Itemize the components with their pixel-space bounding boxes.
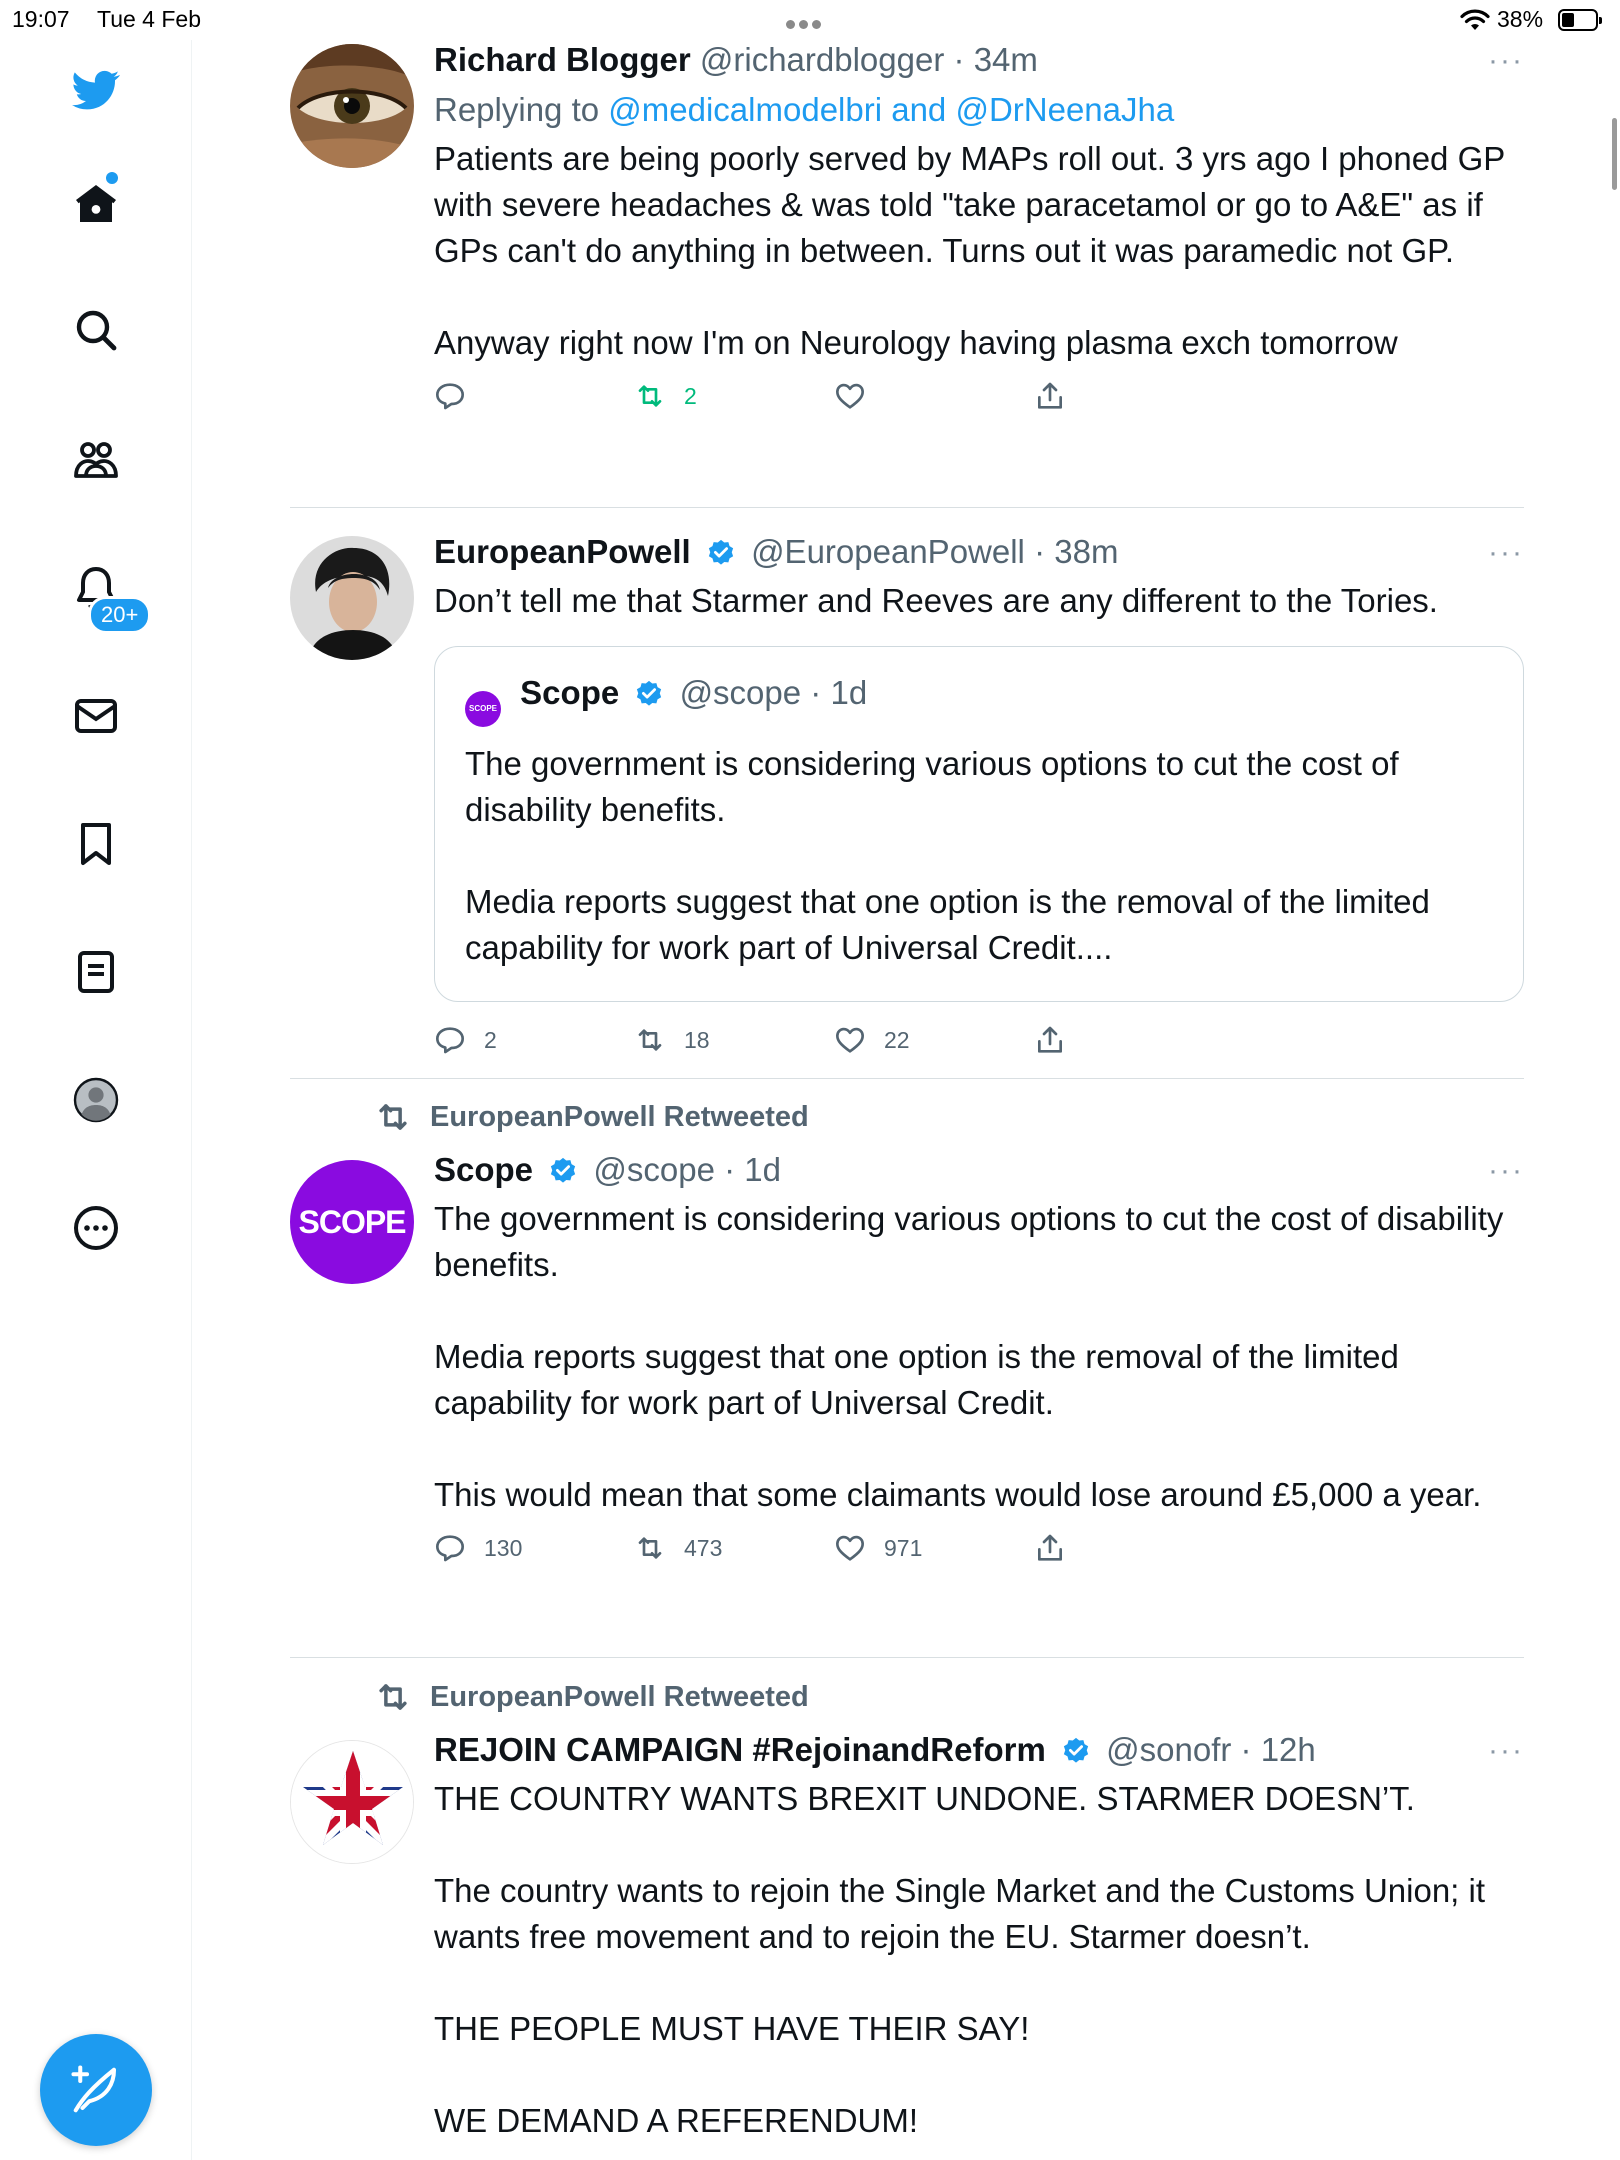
bookmark-icon [72, 820, 120, 868]
quote-author-name: Scope [520, 674, 620, 711]
tweet-header [434, 1730, 1514, 1770]
tweet-header [434, 1150, 1514, 1190]
author-name[interactable]: REJOIN CAMPAIGN #RejoinandReform [434, 1731, 1046, 1768]
author-name[interactable]: Scope [434, 1151, 534, 1188]
nav-lists[interactable] [60, 936, 132, 1008]
status-date: Tue 4 Feb [97, 6, 201, 32]
status-bar [0, 0, 1620, 40]
quote-author-handle: @scope [679, 674, 802, 711]
reply-count: 2 [484, 1026, 497, 1053]
share-icon [1034, 1532, 1066, 1564]
heart-icon [834, 380, 866, 412]
retweet-icon [634, 1024, 666, 1056]
like-count: 971 [884, 1534, 923, 1561]
compose-feather-icon [69, 2063, 123, 2117]
retweet-context-label: EuropeanPowell Retweeted [430, 1680, 809, 1713]
like-button[interactable] [834, 1024, 910, 1056]
retweet-count: 18 [684, 1026, 710, 1053]
retweet-button[interactable] [634, 1532, 722, 1564]
tweet-time[interactable]: 38m [1054, 533, 1119, 570]
mention-link[interactable]: @medicalmodelbri [608, 91, 883, 128]
retweet-icon [374, 1098, 412, 1136]
nav-bookmarks[interactable] [60, 808, 132, 880]
retweet-button[interactable] [634, 380, 697, 412]
tweet-time[interactable]: 34m [973, 41, 1038, 78]
like-button[interactable] [834, 380, 884, 412]
tweet-header [434, 40, 1514, 80]
tweet-time[interactable]: 1d [744, 1151, 782, 1188]
author-handle[interactable]: @EuropeanPowell [751, 533, 1025, 570]
share-button[interactable] [1034, 380, 1084, 412]
nav-communities[interactable] [60, 424, 132, 496]
tweet-text: Don’t tell me that Starmer and Reeves are any different to the Tories. [434, 582, 1438, 619]
author-handle[interactable]: @richardblogger [699, 41, 945, 78]
tweet-time[interactable]: 12h [1260, 1731, 1316, 1768]
verified-badge-icon [548, 1156, 578, 1186]
tweet-text: Patients are being poorly served by MAPs roll out. 3 yrs ago I phoned GP with severe headaches & was told "take paracetamol or go to A&E" as if GPs can't do anything in between. Turns out it was paramedic not GP. Anyway right now I'm on Neurology having plasma exch tomorrow [434, 140, 1505, 361]
battery-icon [1558, 9, 1598, 31]
eye-photo-avatar [290, 44, 414, 168]
compose-tweet-button[interactable] [40, 2034, 152, 2146]
man-photo-avatar [290, 536, 414, 660]
tweet-divider [290, 507, 1524, 508]
tweet-body [434, 40, 1524, 430]
separator-dot: · [1034, 533, 1046, 570]
avatar-rejoin-campaign[interactable] [290, 1740, 414, 1864]
retweet-icon [374, 1678, 412, 1716]
tweet-actions [434, 380, 1514, 430]
reply-icon [434, 1532, 466, 1564]
sidebar [0, 40, 192, 2160]
share-button[interactable] [1034, 1024, 1084, 1056]
share-button[interactable] [1034, 1532, 1084, 1564]
quote-avatar-scope: SCOPE [465, 691, 501, 727]
tweet-divider [290, 1078, 1524, 1079]
retweet-context[interactable] [374, 1098, 809, 1136]
author-name[interactable]: Richard Blogger [434, 41, 691, 78]
tweet-body [434, 532, 1524, 1074]
avatar-europeanpowell[interactable] [290, 536, 414, 660]
more-options-icon[interactable]: ··· [1488, 44, 1524, 77]
tweet-body [434, 1730, 1524, 2144]
reply-button[interactable] [434, 1532, 522, 1564]
search-icon [72, 306, 120, 354]
heart-icon [834, 1532, 866, 1564]
scrollbar[interactable] [1612, 118, 1617, 190]
retweet-context-label: EuropeanPowell Retweeted [430, 1100, 809, 1133]
twitter-bird-icon [72, 66, 120, 114]
reply-button[interactable] [434, 1024, 497, 1056]
retweet-count: 2 [684, 382, 697, 409]
reply-icon [434, 380, 466, 412]
retweet-count: 473 [684, 1534, 723, 1561]
quoted-tweet[interactable] [434, 646, 1524, 1002]
quote-time: 1d [830, 674, 868, 711]
communities-icon [72, 436, 120, 484]
multitasking-dots-icon[interactable] [786, 8, 834, 28]
tweet-text: The government is considering various options to cut the cost of disability benefits. Media reports suggest that one option is the removal of the limited capability for work part of Universal Credit. This would mean that some claimants would lose around £5,000 a year. [434, 1200, 1504, 1513]
battery-percentage: 38% [1497, 6, 1544, 32]
nav-explore[interactable] [60, 294, 132, 366]
tweet-header [434, 532, 1514, 572]
author-handle[interactable]: @scope [593, 1151, 715, 1188]
replying-and: and [891, 91, 947, 128]
profile-avatar-icon [72, 1076, 120, 1124]
tweet-actions [434, 1532, 1514, 1582]
avatar-scope[interactable] [290, 1160, 414, 1284]
verified-badge-icon [706, 538, 736, 568]
separator-dot: · [810, 674, 822, 711]
quote-text: The government is considering various options to cut the cost of disability benefits. Media reports suggest that one option is the removal of the limited capability for work part of Universal Credit.... [465, 745, 1430, 966]
more-options-icon[interactable]: ··· [1488, 1154, 1524, 1187]
home-icon [72, 180, 120, 228]
scope-logo-text: SCOPE [298, 1203, 406, 1240]
tweet-divider [290, 1657, 1524, 1658]
wifi-icon [1460, 8, 1490, 32]
quote-header [465, 673, 1493, 727]
more-options-icon[interactable]: ··· [1488, 1734, 1524, 1767]
nav-more[interactable] [60, 1192, 132, 1264]
more-options-icon[interactable]: ··· [1488, 536, 1524, 569]
share-icon [1034, 1024, 1066, 1056]
replying-to [434, 90, 1514, 130]
tweet-actions [434, 1024, 1514, 1074]
like-count: 22 [884, 1026, 910, 1053]
separator-dot: · [1240, 1731, 1252, 1768]
avatar-richard-blogger[interactable] [290, 44, 414, 168]
heart-icon [834, 1024, 866, 1056]
nav-profile[interactable] [60, 1064, 132, 1136]
envelope-icon [72, 692, 120, 740]
author-handle[interactable]: @sonofr [1106, 1731, 1232, 1768]
reply-icon [434, 1024, 466, 1056]
nav-messages[interactable] [60, 680, 132, 752]
retweet-button[interactable] [634, 1024, 710, 1056]
like-button[interactable] [834, 1532, 922, 1564]
separator-dot: · [724, 1151, 736, 1188]
reply-count: 130 [484, 1534, 523, 1561]
twitter-logo-icon[interactable] [60, 54, 132, 126]
home-unread-dot [106, 172, 118, 184]
notifications-count-badge: 20+ [88, 596, 151, 634]
tweet-body [434, 1150, 1524, 1582]
verified-badge-icon [1061, 1736, 1091, 1766]
retweet-icon [634, 380, 666, 412]
share-icon [1034, 380, 1066, 412]
replying-prefix: Replying to [434, 91, 600, 128]
author-name[interactable]: EuropeanPowell [434, 533, 691, 570]
mention-link[interactable]: @DrNeenaJha [955, 91, 1175, 128]
reply-button[interactable] [434, 380, 484, 412]
status-time: 19:07 [12, 6, 70, 32]
lists-icon [72, 948, 120, 996]
separator-dot: · [953, 41, 965, 78]
more-circle-icon [72, 1204, 120, 1252]
tweet-text: THE COUNTRY WANTS BREXIT UNDONE. STARMER DOESN’T. The country wants to rejoin the Single Market and the Customs Union; it wants free movement and to rejoin the EU. Starmer doesn’t. THE PEOPLE MUST HAVE THEIR SAY! WE DEMAND A REFERENDUM! [434, 1780, 1486, 2139]
nav-home[interactable] [60, 168, 132, 240]
retweet-icon [634, 1532, 666, 1564]
retweet-context[interactable] [374, 1678, 809, 1716]
verified-badge-icon [634, 679, 664, 709]
union-jack-star-avatar [291, 1741, 414, 1864]
